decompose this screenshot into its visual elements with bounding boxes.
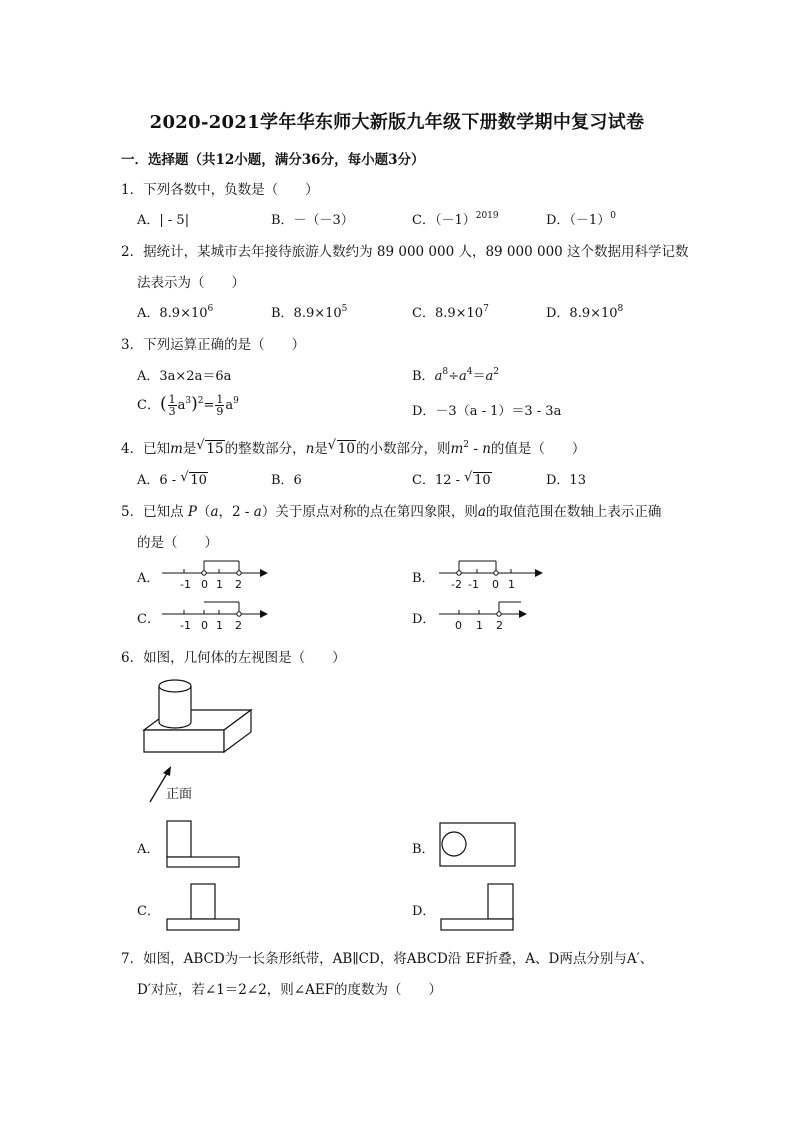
- q1-option-b: B．－（－3）: [271, 213, 354, 228]
- q4-option-c: C．12 - √ 10: [412, 470, 491, 488]
- question-7-line1: 7．如图，ABCD为一长条形纸带，AB∥CD，将ABCD沿 EF折叠，A、D两点分别与A′、: [121, 951, 654, 967]
- q2-option-c: C．$8.9\times 10^7$: [412, 304, 489, 321]
- question-2-line2: 法表示为（ ）: [137, 275, 245, 291]
- tick-label: 1: [216, 578, 223, 591]
- q4-option-a: A．6 - √ 10: [137, 470, 207, 488]
- q6-option-b-label: B．: [412, 842, 435, 857]
- tick-label: 2: [235, 578, 242, 591]
- question-5-line2: 的是（ ）: [137, 535, 218, 551]
- q1-option-c: C．$(-1)^{2019}$: [412, 211, 499, 228]
- question-4-stem: 4．已知m是 √ 15的整数部分，n是 √ 10的小数部分，则$m^2$ - n的值是（ ）: [121, 438, 586, 457]
- question-1-stem: 1．下列各数中，负数是（ ）: [121, 182, 319, 198]
- q5-option-d-label: D．: [412, 612, 436, 627]
- q2-option-b: B．$8.9\times 10^5$: [271, 304, 348, 321]
- tick-label: 1: [508, 578, 515, 591]
- tick-label: -1: [468, 578, 479, 591]
- q6-option-a-view: [162, 818, 244, 870]
- tick-label: 0: [455, 619, 462, 632]
- question-6-stem: 6．如图，几何体的左视图是（ ）: [121, 650, 346, 666]
- q2-option-a: A．$8.9\times 10^6$: [137, 304, 214, 321]
- tick-label: 0: [201, 578, 208, 591]
- q6-option-a-label: A．: [137, 842, 160, 857]
- tick-label: -1: [180, 619, 191, 632]
- q5-number-line-c: [160, 598, 270, 632]
- tick-label: -2: [451, 578, 462, 591]
- q5-number-line-b: [437, 557, 547, 591]
- q2-option-d: D．$8.9\times 10^8$: [546, 304, 624, 321]
- q4-option-d: D．13: [546, 473, 586, 488]
- section-heading: 一．选择题（共12小题，满分36分，每小题3分）: [121, 152, 425, 168]
- q3-option-a: A．3a×2a＝6a: [137, 369, 232, 384]
- q3-option-b: B．$a^8\div a^4=a^2$: [412, 367, 499, 384]
- q5-number-line-a: [160, 557, 270, 591]
- tick-label: 2: [235, 619, 242, 632]
- q5-number-line-d: [437, 598, 537, 632]
- q6-option-d-view: [437, 880, 519, 934]
- q5-option-c-label: C．: [137, 612, 160, 627]
- q6-solid-figure: [136, 672, 256, 807]
- q4-option-b: B．6: [271, 473, 302, 488]
- page-title: 2020-2021学年华东师大新版九年级下册数学期中复习试卷: [149, 112, 645, 133]
- q6-option-d-label: D．: [412, 904, 436, 919]
- tick-label: -1: [180, 578, 191, 591]
- question-3-stem: 3．下列运算正确的是（ ）: [121, 337, 306, 353]
- q3-option-d: D．－3（a - 1）＝3 - 3a: [412, 404, 562, 419]
- q1-option-d: D．$(-1)^0$: [546, 211, 616, 228]
- tick-label: 0: [492, 578, 499, 591]
- question-7-line2: D′对应，若∠1＝2∠2，则∠AEF的度数为（ ）: [137, 982, 443, 998]
- q6-option-c-label: C．: [137, 904, 160, 919]
- question-5-line1: 5．已知点 P（a，2 - a）关于原点对称的点在第四象限，则a的取值范围在数轴上表示正确: [121, 504, 662, 520]
- q6-option-c-view: [162, 880, 244, 934]
- front-label: 正面: [166, 787, 193, 802]
- q5-option-a-label: A．: [137, 571, 160, 586]
- q5-option-b-label: B．: [412, 571, 435, 586]
- question-2-line1: 2．据统计，某城市去年接待旅游人数约为 89 000 000 人，89 000 000 这个数据用科学记数: [121, 244, 689, 260]
- tick-label: 1: [216, 619, 223, 632]
- tick-label: 1: [476, 619, 483, 632]
- q1-option-a: A．| - 5|: [137, 213, 190, 228]
- q6-option-b-view: [437, 818, 519, 870]
- tick-label: 2: [496, 619, 503, 632]
- tick-label: 0: [201, 619, 208, 632]
- q3-option-c: C．( $\frac{1}{3}$ $a^3)^2=$ $\frac{1}{9}$ $a^9$: [137, 393, 239, 418]
